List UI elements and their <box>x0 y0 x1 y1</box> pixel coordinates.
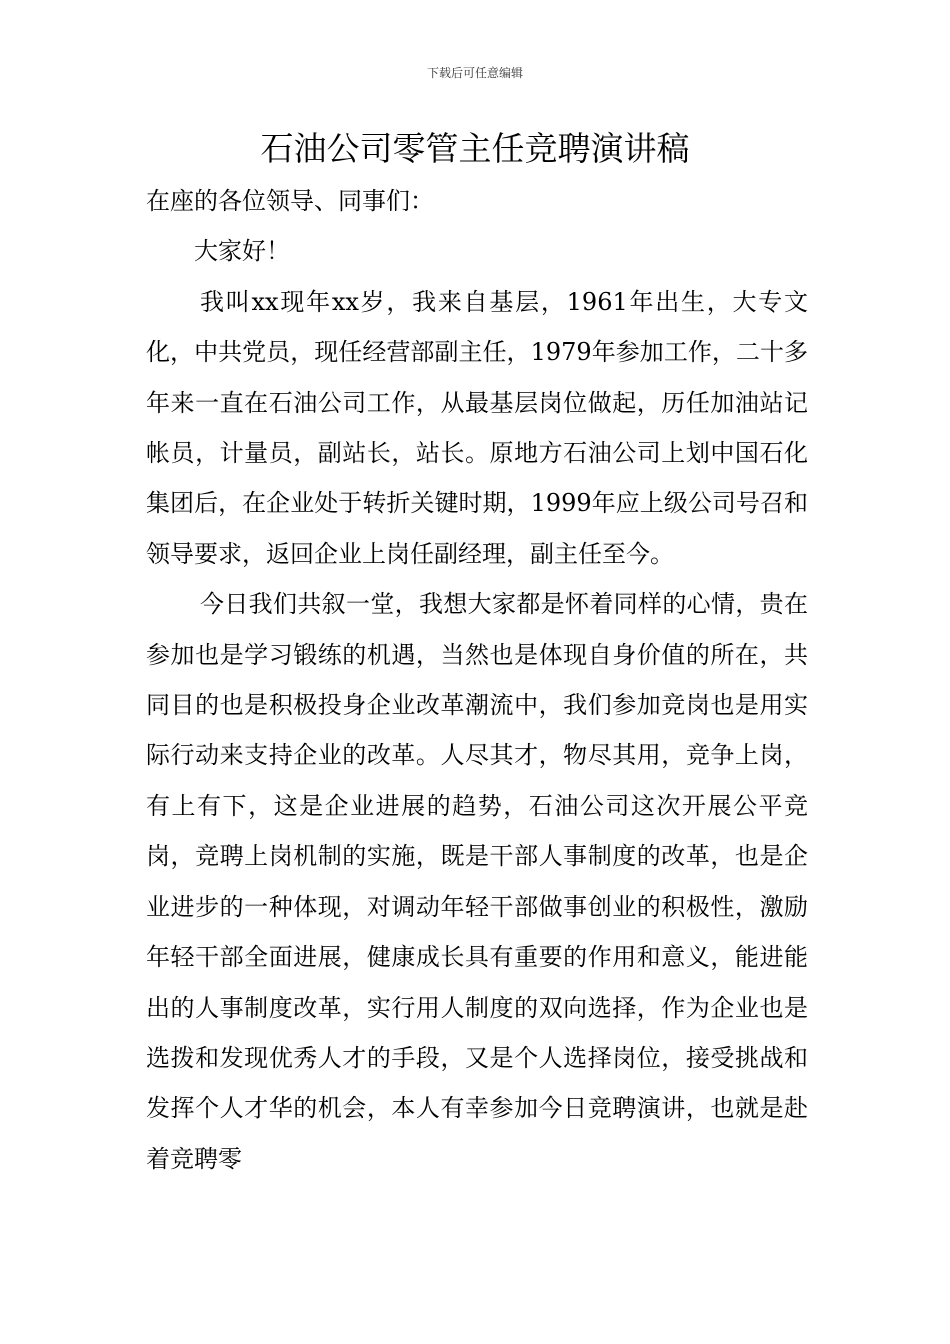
paragraph-motivation: 今日我们共叙一堂，我想大家都是怀着同样的心情，贵在参加也是学习锻练的机遇，当然也是体现自身价值的所在，共同目的也是积极投身企业改革潮流中，我们参加竞岗也是用实际行动来支持企业的改革。人尽其才，物尽其用，竞争上岗，有上有下，这是企业进展的趋势，石油公司这次开展公平竞岗，竞聘上岗机制的实施，既是干部人事制度的改革，也是企业进步的一种体现，对调动年轻干部做事创业的积极性，激励年轻干部全面进展，健康成长具有重要的作用和意义，能进能出的人事制度改革，实行用人制度的双向选择，作为企业也是选拨和发现优秀人才的手段，又是个人选择岗位，接受挑战和发挥个人才华的机会，本人有幸参加今日竞聘演讲，也就是赴着竞聘零 <box>146 590 808 1173</box>
header-note: 下载后可任意编辑 <box>426 66 523 80</box>
salutation: 在座的各位领导、同事们： <box>146 187 434 215</box>
greeting: 大家好！ <box>194 237 290 266</box>
paragraph-intro: 我叫xx现年xx岁，我来自基层，1961年出生，大专文化，中共党员，现任经营部副主任，1979年参加工作，二十多年来一直在石油公司工作，从最基层岗位做起，历任加油站记帐员，计量员，副站长，站长。原地方石油公司上划中国石化集团后，在企业处于转折关键时期，1999年应上级公司号召和领导要求，返回企业上岗任副经理，副主任至今。 <box>146 287 808 568</box>
document-body <box>146 176 808 1184</box>
document-title: 石油公司零管主任竞聘演讲稿 <box>260 129 690 168</box>
